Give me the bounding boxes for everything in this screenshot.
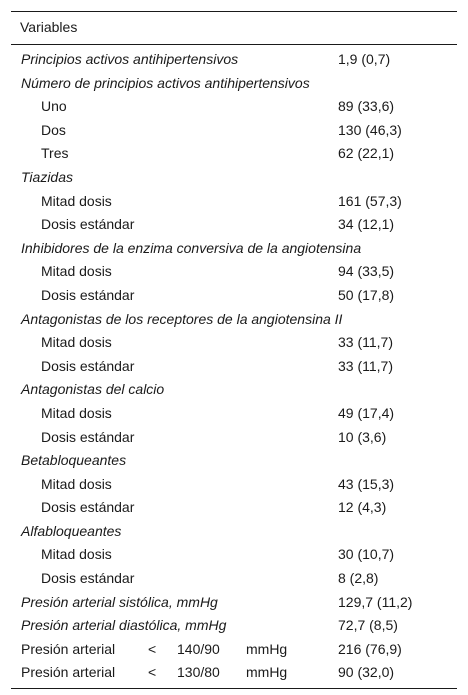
table-row — [11, 331, 457, 355]
row-label: Principios activos antihipertensivos — [21, 51, 239, 67]
row-label: Inhibidores de la enzima conversiva de la angiotensina — [21, 239, 362, 256]
row-label-part: mmHg — [246, 640, 288, 657]
row-value: 130 (46,3) — [338, 121, 402, 138]
data-table — [11, 11, 457, 689]
row-label: Alfabloqueantes — [21, 522, 122, 539]
table-row — [11, 213, 457, 237]
table-row — [11, 449, 457, 473]
row-label: Presión arterial sistólica, mmHg — [21, 593, 218, 610]
row-label: Antagonistas del calcio — [21, 381, 165, 398]
table-row — [11, 284, 457, 308]
row-value: 129,7 (11,2) — [338, 593, 413, 610]
row-label: Dosis estándar — [41, 499, 135, 516]
row-value: 216 (76,9) — [338, 640, 402, 657]
table-row — [11, 567, 457, 591]
row-label-part: 130/80 — [177, 664, 220, 681]
table-row — [11, 614, 457, 638]
header-variables: Variables — [20, 19, 78, 35]
row-label: Betabloqueantes — [21, 452, 127, 469]
row-value: 30 (10,7) — [338, 546, 395, 563]
row-value: 1,9 (0,7) — [338, 51, 391, 67]
row-label: Mitad dosis — [41, 404, 112, 421]
table-row — [11, 48, 457, 72]
table-row — [11, 543, 457, 567]
row-value: 43 (15,3) — [338, 475, 395, 492]
row-label-part: < — [148, 664, 157, 681]
row-label-part: mmHg — [246, 664, 288, 681]
table-row — [11, 142, 457, 166]
row-label: Mitad dosis — [41, 192, 112, 209]
row-label: Antagonistas de los receptores de la angiotensina II — [21, 310, 343, 327]
row-value: 90 (32,0) — [338, 664, 395, 681]
row-label: Mitad dosis — [41, 475, 112, 492]
row-value: 49 (17,4) — [338, 404, 395, 421]
row-label-part: < — [148, 640, 157, 657]
table-row — [11, 166, 457, 190]
row-value: 72,7 (8,5) — [338, 617, 398, 634]
table-body — [11, 45, 457, 688]
row-label: Dos — [41, 121, 66, 138]
table-row — [11, 95, 457, 119]
table-row — [11, 520, 457, 544]
table-row — [11, 355, 457, 379]
row-value: 161 (57,3) — [338, 192, 402, 209]
row-value: 89 (33,6) — [338, 98, 395, 115]
table-row — [11, 190, 457, 214]
row-label: Dosis estándar — [41, 216, 135, 233]
row-label: Tres — [41, 145, 69, 162]
row-label: Dosis estándar — [41, 357, 135, 374]
table-row — [11, 638, 457, 662]
table-row — [11, 72, 457, 96]
table-row — [11, 496, 457, 520]
table-row — [11, 591, 457, 615]
table-header — [11, 12, 457, 45]
row-value: 10 (3,6) — [338, 428, 387, 445]
table-row — [11, 237, 457, 261]
row-label-part: Presión arterial — [21, 640, 116, 657]
row-value: 34 (12,1) — [338, 216, 395, 233]
row-label: Dosis estándar — [41, 570, 135, 587]
row-label: Dosis estándar — [41, 286, 135, 303]
table-row — [11, 308, 457, 332]
row-label: Número de principios activos antihipertensivos — [21, 74, 310, 91]
row-value: 50 (17,8) — [338, 286, 395, 303]
row-label-part: 140/90 — [177, 640, 220, 657]
table-row — [11, 260, 457, 284]
row-label: Mitad dosis — [41, 334, 112, 351]
row-label: Presión arterial diastólica, mmHg — [21, 617, 227, 634]
table-row — [11, 402, 457, 426]
row-label: Mitad dosis — [41, 263, 112, 280]
row-value: 62 (22,1) — [338, 145, 395, 162]
row-label: Dosis estándar — [41, 428, 135, 445]
row-label: Uno — [41, 98, 67, 115]
table-row — [11, 473, 457, 497]
row-value: 94 (33,5) — [338, 263, 395, 280]
row-value: 33 (11,7) — [338, 357, 393, 374]
row-label: Mitad dosis — [41, 546, 112, 563]
table-row — [11, 378, 457, 402]
table-row — [11, 661, 457, 685]
row-label-part: Presión arterial — [21, 664, 116, 681]
row-value: 33 (11,7) — [338, 334, 393, 351]
table-row — [11, 426, 457, 450]
table-row — [11, 119, 457, 143]
row-value: 8 (2,8) — [338, 570, 379, 587]
row-label: Tiazidas — [21, 168, 74, 185]
row-value: 12 (4,3) — [338, 499, 387, 516]
